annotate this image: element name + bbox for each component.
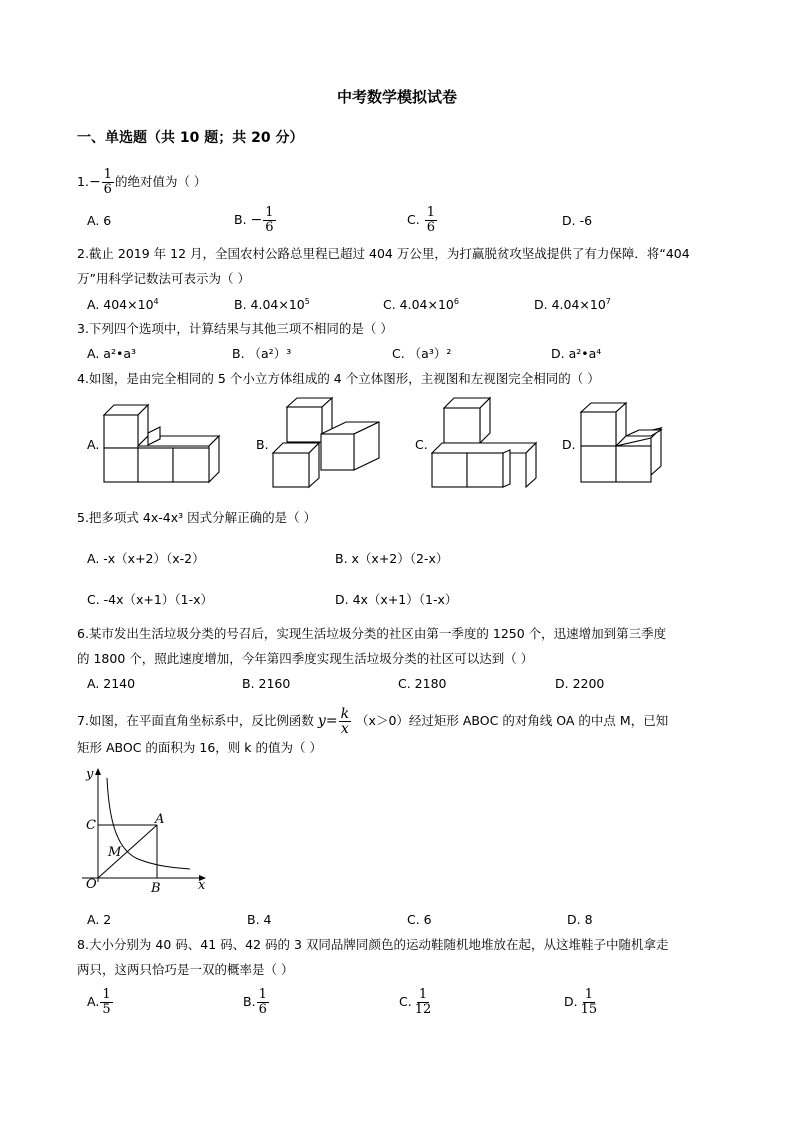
question-4-stem: 4.如图，是由完全相同的 5 个小立方体组成的 4 个立体图形，主视图和左视图完全相同的（ ）: [77, 371, 600, 386]
q1-option-a[interactable]: A. 6: [87, 213, 112, 228]
question-7-line-1: 7.如图，在平面直角坐标系中，反比例函数 y= $\frac{k}{x}$ （x＞0）经过矩形 ABOC 的对角线 OA 的中点 M，已知: [77, 706, 669, 737]
q7-option-c[interactable]: C. 6: [407, 912, 432, 927]
q1-option-d[interactable]: D. -6: [562, 213, 593, 228]
question-1-stem: 1.− $\frac{1}{6}$ 的绝对值为（ ）: [77, 167, 207, 197]
q4-figure-d: [581, 403, 691, 485]
q4-option-b[interactable]: B.: [256, 437, 269, 452]
graph-label-y: y: [86, 767, 94, 782]
q4-option-a[interactable]: A.: [87, 437, 100, 452]
q8-option-c[interactable]: C. $\frac{1}{12}$: [399, 987, 432, 1017]
graph-label-m: M: [108, 845, 122, 860]
question-8-line-2: 两只，这两只恰巧是一双的概率是（ ）: [77, 962, 294, 977]
q6-option-b[interactable]: B. 2160: [242, 676, 291, 691]
graph-label-x: x: [198, 878, 206, 893]
q8-option-d[interactable]: D. $\frac{1}{15}$: [564, 987, 598, 1017]
graph-label-a: A: [155, 812, 165, 827]
q6-option-c[interactable]: C. 2180: [398, 676, 447, 691]
question-7-line-2: 矩形 ABOC 的面积为 16，则 k 的值为（ ）: [77, 740, 322, 755]
question-2-line-2: 万”用科学记数法可表示为（ ）: [77, 271, 250, 286]
q2-option-a[interactable]: A. $404\times 10^4$: [87, 297, 159, 312]
q4-figure-a: [104, 405, 224, 485]
q4-option-c[interactable]: C.: [415, 437, 428, 452]
q1-option-c[interactable]: C. $\frac{1}{6}$: [407, 205, 435, 235]
q3-option-d[interactable]: D. a²•a⁴: [551, 346, 602, 361]
q6-option-d[interactable]: D. 2200: [555, 676, 605, 691]
q4-figure-c: [432, 398, 542, 490]
q3-option-a[interactable]: A. a²•a³: [87, 346, 136, 361]
graph-label-b: B: [151, 881, 161, 896]
q2-option-d[interactable]: D. $4.04\times 10^7$: [534, 297, 611, 312]
q7-coordinate-graph: [78, 766, 208, 894]
q7-option-b[interactable]: B. 4: [247, 912, 272, 927]
graph-label-c: C: [86, 818, 96, 833]
q2-option-c[interactable]: C. $4.04\times 10^6$: [383, 297, 459, 312]
q3-option-b[interactable]: B. （a²）³: [232, 346, 292, 361]
q3-option-c[interactable]: C. （a³）²: [392, 346, 452, 361]
q4-figure-b: [273, 398, 383, 490]
q5-option-c[interactable]: C. -4x（x+1）（1-x）: [87, 592, 213, 607]
question-6-line-2: 的 1800 个，照此速度增加，今年第四季度实现生活垃圾分类的社区可以达到（ ）: [77, 651, 534, 666]
q7-option-d[interactable]: D. 8: [567, 912, 593, 927]
q4-option-d[interactable]: D.: [562, 437, 576, 452]
q8-option-b[interactable]: B. $\frac{1}{6}$: [243, 987, 267, 1017]
question-6-line-1: 6.某市发出生活垃圾分类的号召后，实现生活垃圾分类的社区由第一季度的 1250 个，迅速增加到第三季度: [77, 626, 667, 641]
question-2-line-1: 2.截止 2019 年 12 月，全国农村公路总里程已超过 404 万公里，为打赢脱贫攻坚战提供了有力保障．将“404: [77, 246, 690, 261]
question-5-stem: 5.把多项式 4x-4x³ 因式分解正确的是（ ）: [77, 510, 317, 525]
page-title: 中考数学模拟试卷: [336, 88, 457, 106]
question-3-stem: 3.下列四个选项中，计算结果与其他三项不相同的是（ ）: [77, 321, 393, 336]
q5-option-d[interactable]: D. 4x（x+1）（1-x）: [335, 592, 458, 607]
graph-label-o: O: [86, 877, 97, 892]
q1-option-b[interactable]: B. − $\frac{1}{6}$: [234, 205, 274, 235]
question-8-line-1: 8.大小分别为 40 码、41 码、42 码的 3 双同品牌同颜色的运动鞋随机地堆放在起，从这堆鞋子中随机拿走: [77, 937, 669, 952]
section-heading: 一、单选题（共 10 题；共 20 分）: [77, 130, 304, 146]
q6-option-a[interactable]: A. 2140: [87, 676, 136, 691]
q7-option-a[interactable]: A. 2: [87, 912, 112, 927]
q8-option-a[interactable]: A. $\frac{1}{5}$: [87, 987, 111, 1017]
q5-option-a[interactable]: A. -x（x+2）（x-2）: [87, 551, 205, 566]
q2-option-b[interactable]: B. $4.04\times 10^5$: [234, 297, 310, 312]
q5-option-b[interactable]: B. x（x+2）（2-x）: [335, 551, 449, 566]
